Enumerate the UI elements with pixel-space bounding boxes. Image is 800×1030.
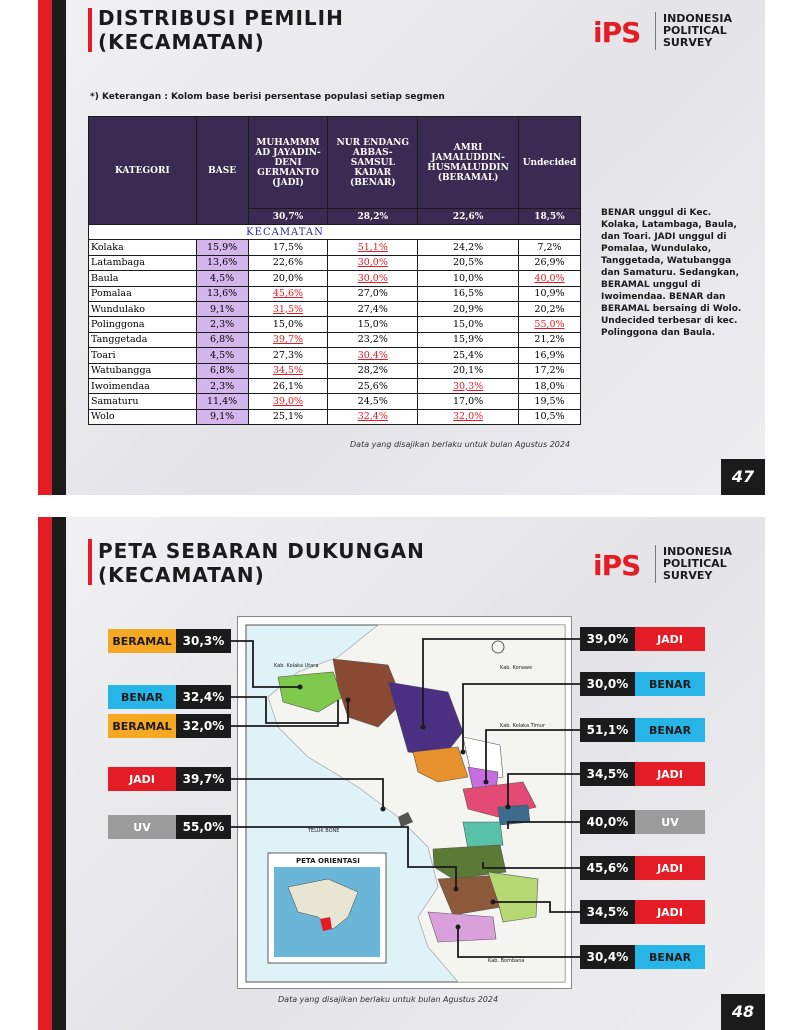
map-label-right <box>580 856 705 880</box>
slide-distribusi-pemilih <box>38 0 765 495</box>
candidate-percent: 32,0% <box>176 714 231 738</box>
cell-jadi: 20,0% <box>248 271 328 286</box>
candidate-name: JADI <box>108 767 176 791</box>
cell-beramal: 20,1% <box>418 363 519 378</box>
cell-benar: 30,0% <box>328 255 418 270</box>
candidate-name: BERAMAL <box>108 629 176 653</box>
candidate-name: UV <box>108 815 176 839</box>
cell-beramal: 15,0% <box>418 317 519 332</box>
candidate-percent: 30,0% <box>580 672 635 696</box>
cell-benar: 27,0% <box>328 286 418 301</box>
cell-beramal: 10,0% <box>418 271 519 286</box>
cell-beramal: 20,5% <box>418 255 519 270</box>
cell-benar: 15,0% <box>328 317 418 332</box>
title-rule <box>88 8 92 52</box>
cell-jadi: 15,0% <box>248 317 328 332</box>
cell-benar: 51,1% <box>328 240 418 255</box>
cell-und: 10,5% <box>519 409 581 424</box>
cell-jadi: 17,5% <box>248 240 328 255</box>
ips-logo-mark: iPS <box>593 549 641 582</box>
candidate-name: BENAR <box>635 945 705 969</box>
cell-und: 18,0% <box>519 378 581 393</box>
ips-logo <box>593 12 758 52</box>
cell-base: 2,3% <box>196 317 248 332</box>
cell-jadi: 31,5% <box>248 301 328 316</box>
cell-base: 13,6% <box>196 255 248 270</box>
candidate-percent: 34,5% <box>580 900 635 924</box>
total-undecided: 18,5% <box>519 209 581 225</box>
cell-und: 10,9% <box>519 286 581 301</box>
cell-base: 11,4% <box>196 394 248 409</box>
cell-und: 21,2% <box>519 332 581 347</box>
table-body <box>89 240 581 425</box>
cell-und: 16,9% <box>519 348 581 363</box>
map-teluk-bone-label: TELUK BONE <box>308 828 340 834</box>
cell-name: Wundulako <box>89 301 197 316</box>
page-title: DISTRIBUSI PEMILIH (KECAMATAN) <box>98 6 344 54</box>
footnote: Data yang disajikan berlaku untuk bulan Agustus 2024 <box>278 995 499 1004</box>
cell-base: 15,9% <box>196 240 248 255</box>
footnote: Data yang disajikan berlaku untuk bulan Agustus 2024 <box>350 440 571 449</box>
table-row <box>89 286 581 301</box>
map-orientasi-label: PETA ORIENTASI <box>296 857 360 865</box>
map-konawe-label: Kab. Konawe <box>500 665 533 671</box>
section-kecamatan: KECAMATAN <box>196 225 580 240</box>
map-label-right <box>580 900 705 924</box>
candidate-percent: 34,5% <box>580 762 635 786</box>
cell-name: Iwoimendaa <box>89 378 197 393</box>
candidate-name: BENAR <box>635 672 705 696</box>
cell-beramal: 24,2% <box>418 240 519 255</box>
map-kolaka-utara-label: Kab. Kolaka Utara <box>274 663 319 669</box>
candidate-percent: 30,3% <box>176 629 231 653</box>
cell-beramal: 30,3% <box>418 378 519 393</box>
cell-base: 4,5% <box>196 348 248 363</box>
cell-benar: 23,2% <box>328 332 418 347</box>
cell-name: Kolaka <box>89 240 197 255</box>
cell-jadi: 25,1% <box>248 409 328 424</box>
table-row <box>89 394 581 409</box>
slide-peta-sebaran <box>38 517 765 1030</box>
map-label-right <box>580 945 705 969</box>
cell-benar: 27,4% <box>328 301 418 316</box>
cell-benar: 28,2% <box>328 363 418 378</box>
map-bombana-label: Kab. Bombana <box>488 958 525 964</box>
candidate-percent: 40,0% <box>580 810 635 834</box>
table-row <box>89 255 581 270</box>
cell-benar: 32,4% <box>328 409 418 424</box>
cell-name: Tanggetada <box>89 332 197 347</box>
cell-jadi: 45,6% <box>248 286 328 301</box>
page-number: 47 <box>721 459 765 495</box>
cell-name: Pomalaa <box>89 286 197 301</box>
candidate-name: JADI <box>635 762 705 786</box>
candidate-name: JADI <box>635 627 705 651</box>
cell-base: 9,1% <box>196 301 248 316</box>
cell-name: Latambaga <box>89 255 197 270</box>
header-kategori: KATEGORI <box>89 117 197 225</box>
cell-jadi: 26,1% <box>248 378 328 393</box>
candidate-name: BENAR <box>635 718 705 742</box>
table-row <box>89 301 581 316</box>
cell-beramal: 32,0% <box>418 409 519 424</box>
cell-base: 9,1% <box>196 409 248 424</box>
map-label-right <box>580 672 705 696</box>
table-row <box>89 409 581 424</box>
table-row <box>89 363 581 378</box>
candidate-name: UV <box>635 810 705 834</box>
table-row <box>89 378 581 393</box>
red-accent-bar <box>38 0 52 495</box>
candidate-percent: 55,0% <box>176 815 231 839</box>
total-beramal: 22,6% <box>418 209 519 225</box>
table-row <box>89 271 581 286</box>
cell-name: Watubangga <box>89 363 197 378</box>
map-label-left <box>108 629 231 653</box>
cell-und: 20,2% <box>519 301 581 316</box>
cell-und: 26,9% <box>519 255 581 270</box>
candidate-name: JADI <box>635 856 705 880</box>
cell-base: 6,8% <box>196 363 248 378</box>
cell-benar: 25,6% <box>328 378 418 393</box>
header-beramal: AMRI JAMALUDDIN- HUSMALUDDIN (BERAMAL) <box>418 117 519 209</box>
cell-jadi: 22,6% <box>248 255 328 270</box>
cell-jadi: 27,3% <box>248 348 328 363</box>
cell-beramal: 15,9% <box>418 332 519 347</box>
header-base: BASE <box>196 117 248 225</box>
table-row <box>89 332 581 347</box>
ips-logo-mark: iPS <box>593 16 641 49</box>
header-jadi: MUHAMMM AD JAYADIN- DENI GERMANTO (JADI) <box>248 117 328 209</box>
candidate-percent: 39,7% <box>176 767 231 791</box>
page-title: PETA SEBARAN DUKUNGAN (KECAMATAN) <box>98 539 425 587</box>
cell-jadi: 39,7% <box>248 332 328 347</box>
cell-jadi: 34,5% <box>248 363 328 378</box>
cell-name: Wolo <box>89 409 197 424</box>
map-label-right <box>580 762 705 786</box>
cell-und: 40,0% <box>519 271 581 286</box>
cell-beramal: 20,9% <box>418 301 519 316</box>
candidate-name: BENAR <box>108 685 176 709</box>
cell-base: 4,5% <box>196 271 248 286</box>
cell-beramal: 16,5% <box>418 286 519 301</box>
cell-und: 7,2% <box>519 240 581 255</box>
cell-name: Polinggona <box>89 317 197 332</box>
candidate-name: BERAMAL <box>108 714 176 738</box>
table-note: *) Keterangan : Kolom base berisi persentase populasi setiap segmen <box>90 92 445 102</box>
logo-text: INDONESIA POLITICAL SURVEY <box>663 12 733 49</box>
map-label-right <box>580 718 705 742</box>
page-number: 48 <box>721 994 765 1030</box>
map-label-left <box>108 815 231 839</box>
candidate-percent: 45,6% <box>580 856 635 880</box>
distribution-table <box>88 116 581 425</box>
map-label-left <box>108 767 231 791</box>
cell-und: 19,5% <box>519 394 581 409</box>
cell-benar: 30,4% <box>328 348 418 363</box>
map-label-right <box>580 627 705 651</box>
cell-benar: 24,5% <box>328 394 418 409</box>
candidate-percent: 51,1% <box>580 718 635 742</box>
cell-beramal: 25,4% <box>418 348 519 363</box>
cell-base: 13,6% <box>196 286 248 301</box>
cell-benar: 30,0% <box>328 271 418 286</box>
cell-jadi: 39,0% <box>248 394 328 409</box>
cell-base: 2,3% <box>196 378 248 393</box>
total-jadi: 30,7% <box>248 209 328 225</box>
cell-und: 55,0% <box>519 317 581 332</box>
cell-base: 6,8% <box>196 332 248 347</box>
candidate-name: JADI <box>635 900 705 924</box>
black-accent-bar <box>52 0 66 495</box>
logo-text: INDONESIA POLITICAL SURVEY <box>663 545 733 582</box>
cell-name: Toari <box>89 348 197 363</box>
cell-und: 17,2% <box>519 363 581 378</box>
table-row <box>89 348 581 363</box>
candidate-percent: 32,4% <box>176 685 231 709</box>
header-benar: NUR ENDANG ABBAS- SAMSUL KADAR (BENAR) <box>328 117 418 209</box>
header-undecided: Undecided <box>519 117 581 209</box>
map-label-left <box>108 714 231 738</box>
table-row <box>89 317 581 332</box>
cell-beramal: 17,0% <box>418 394 519 409</box>
map-label-left <box>108 685 231 709</box>
candidate-percent: 30,4% <box>580 945 635 969</box>
summary-text: BENAR unggul di Kec. Kolaka, Latambaga, Baula, dan Toari. JADI unggul di Pomalaa, Wundulako, Tanggetada, Watubangga dan Samaturu. Sedangkan, BERAMAL unggul di Iwoimendaa. BENAR dan BERAMAL bersaing di Wolo. Undecided terbesar di kec. Polinggona dan Baula. <box>601 208 742 338</box>
cell-name: Samaturu <box>89 394 197 409</box>
table-row <box>89 240 581 255</box>
cell-name: Baula <box>89 271 197 286</box>
map-label-right <box>580 810 705 834</box>
map-kolaka-timur-label: Kab. Kolaka Timur <box>500 723 545 729</box>
total-benar: 28,2% <box>328 209 418 225</box>
candidate-percent: 39,0% <box>580 627 635 651</box>
logo-separator <box>655 12 656 50</box>
